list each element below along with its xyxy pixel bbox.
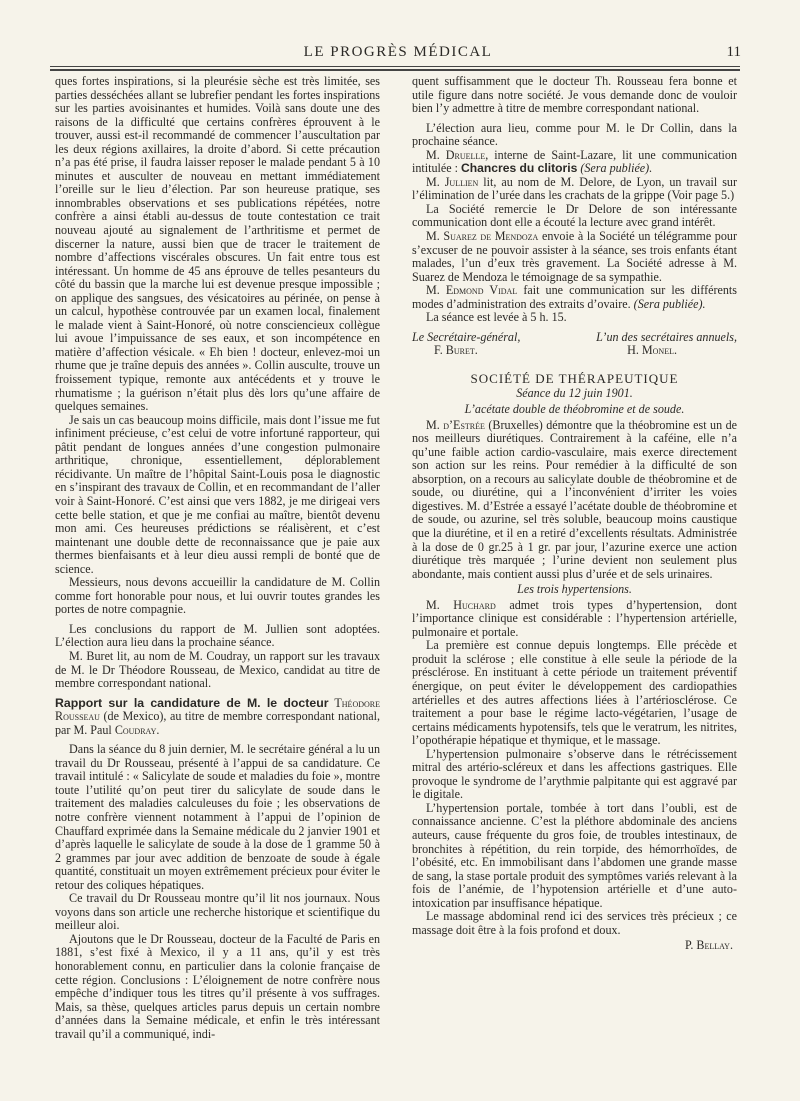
speaker-name: M. Suarez de Mendoza <box>426 229 539 244</box>
paragraph-text: envoie à la Société un télégramme pour s’excuser de ne pouvoir assister à la séance, ses trois enfants étant malades, l’un d’eux très gravement. La Société adresse à M. Suarez de Mendoza le témoignage de sa sympathie. <box>412 229 737 284</box>
signature-role-left: Le Secrétaire-général, <box>412 329 521 344</box>
paragraph <box>412 149 737 176</box>
signature-roles <box>412 325 737 345</box>
publication-note: (Sera publiée). <box>633 296 706 311</box>
paragraph: Messieurs, nous devons accueillir la candidature de M. Collin comme fort honorable pour nous, et lui ouvrir toutes grandes les portes de notre compagnie. <box>55 575 380 617</box>
rapport-candidate: Théodore Rousseau <box>55 695 380 724</box>
paragraph-text: (Bruxelles) démontre que la théobromine est un de nos meilleurs diurétiques. Contrairement à la caféine, elle n’a qu’une faible action cardio-vasculaire, mais exerce directement son action sur les reins. Pour remédier à la difficulté de son absorption, on a recours au salicylate double de théobromine et de soude, ou diurétine, qui a l’inconvénient d’irriter les voies digestives. M. d’Estrée a essayé l’acétate double de théobromine et de soude, ou azurine, sel très soluble, beaucoup moins caustique que la diurétine, et il en a retiré d’excellents résultats. Administrée à la dose de 0 gr.25 à 1 gr. par jour, l’azurine exerce une action diurétique très marquée ; l’urine devient non seulement plus abondante, mais contient aussi plus d’urée et de sels urinaires. <box>412 417 738 581</box>
running-title: LE PROGRÈS MÉDICAL <box>303 44 493 60</box>
rapport-author: Coudray. <box>114 722 160 737</box>
subsection-title: L’acétate double de théobromine et de soude. <box>464 402 685 417</box>
paragraph <box>412 419 737 582</box>
header-rule <box>50 66 740 71</box>
signature-name-right: H. Monel. <box>627 343 677 358</box>
session-closing: La séance est levée à 5 h. 15. <box>426 310 567 325</box>
communication-title: Chancres du clitoris <box>461 161 578 176</box>
paragraph <box>412 230 737 284</box>
paragraph: Les conclusions du rapport de M. Jullien sont adoptées. L’élection aura lieu dans la prochaine séance. <box>55 621 380 650</box>
paragraph: Ce travail du Dr Rousseau montre qu’il lit nos journaux. Nous voyons dans son article une recherche historique et scientifique du meilleur aloi. <box>55 891 380 933</box>
speaker-name: M. Edmond Vidal <box>426 283 518 298</box>
right-column <box>412 75 737 953</box>
paragraph: ques fortes inspirations, si la pleurésie sèche est très limitée, ses parties desséchées allant se lubrefier pendant les fortes inspirations sur les parties avoisinantes et humides. Voilà sans doute une des raisons de la difficulté que certains confrères éprouvent à le trouver, aussi est-il recommandé de commencer l’auscultation par les deux régions axillaires, la droite d’abord. Si cette précaution n’a pas été prise, il faudra laisser reposer le malade pendant 5 à 10 minutes et ausculter de nouveau en mettant immédiatement l’oreille sur le lieu d’élection. Par son heureuse pratique, ses innombrables observations et ses publications répétées, notre confrère a ainsi établi au-dessus de toute contestation ce trait nouveau ajouté au signalement de l’arthritisme et permet de discerner la nature, aussi bien que de tracer le traitement de nombre d’affections viscérales obscures. Un fait entre tous est intéressant. Un homme de 45 ans éprouve de telles pesanteurs du côté du bassin que la marche lui est devenue presque impossible ; on applique des sangsues, des vésicatoires au périnée, on pense à un calcul, hypothèse controuvée par un examen local, finalement le malade vient à Saint-Honoré, où notre consciencieux collègue lui avoue l’impuissance de ses eaux, et son incompétence en matière d’affection vésicale. « Eh bien ! docteur, enlevez-moi un rhume que je traîne depuis des années ». Collin ausculte, trouve un froissement typique, remonte aux antécédents et y trouve le rhumatisme ; la guérison n’était plus dès lors qu’une affaire de quelques semaines. <box>55 74 380 414</box>
section-title: SOCIÉTÉ DE THÉRAPEUTIQUE <box>470 370 679 386</box>
speaker-name: M. Jullien <box>426 174 479 189</box>
signature-name-left: F. Buret. <box>434 343 478 358</box>
paragraph: La première est connue depuis longtemps. Elle précède et produit la sclérose ; elle constitue à elle seule la période de la présclérose. En instituant à cette période un traitement préventif énergique, on peut éviter le développement des cardiopathies artérielles et des autres affections liées à l’artériosclérose. Ce traitement a pour base le régime lacto-végétarien, l’usage de certains médicaments hypotensifs, tels que le veratrum, les nitrites, l’opothérapie hépatique et thymique, et le massage. <box>412 638 737 748</box>
paragraph: La Société remercie le Dr Delore de son intéressante communication dont elle a écouté la lecture avec grand intérêt. <box>412 201 737 230</box>
paragraph: L’élection aura lieu, comme pour M. le Dr Collin, dans la prochaine séance. <box>412 120 737 149</box>
rapport-heading <box>55 697 380 738</box>
signature-role-right: L’un des secrétaires annuels, <box>596 329 737 344</box>
page-number: 11 <box>726 44 741 60</box>
paragraph: L’hypertension pulmonaire s’observe dans le rétrécissement mitral des artério-scléreux et dans les affections gastriques. Elle provoque le syndrome de l’arythmie palpitante qui est aggravé par le digitale. <box>412 746 737 802</box>
signature-names <box>412 344 737 358</box>
subsection-title: Les trois hypertensions. <box>517 582 632 597</box>
paragraph: Dans la séance du 8 juin dernier, M. le secrétaire général a lu un travail du Dr Rousseau, présenté à l’appui de sa candidature. Ce travail intitulé : « Salicylate de soude et maladies du foie », montre toute l’utilité qu’on peut tirer du salicylate de soude dans le traitement des maladies calculeuses du foie ; les observations de notre confrère viennent notamment à l’appui de l’opinion de Chauffard exprimée dans la Semaine médicale du 2 janvier 1901 et d’après laquelle le salicylate de soude à la dose de 1 gramme 50 à 2 grammes par jour avec addition de benzoate de soude à égale quantité, constituait un moyen extrêmement précieux pour éviter le retour des coliques hépatiques. <box>55 742 380 892</box>
paragraph: M. Buret lit, au nom de M. Coudray, un rapport sur les travaux de M. le Dr Théodore Rousseau, de Mexico, candidat au titre de membre correspondant national. <box>55 648 380 691</box>
paragraph: Ajoutons que le Dr Rousseau, docteur de la Faculté de Paris en 1881, s’est fixé à Mexico, il y a 11 ans, qu’il y est très honorablement connu, en particulier dans la colonie française de cette région. Conclusions : L’éloignement de notre confrère nous empêche d’indiquer tous les titres qu’il présente à vos suffrages. Mais, sa thèse, quelques articles parus depuis un certain nombre d’années dans la Semaine médicale, et enfin le très intéressant travail qu’il a communiqué, indi- <box>55 931 380 1041</box>
paragraph: L’hypertension portale, tombée à tort dans l’oubli, est de connaissance ancienne. C’est la pléthore abdominale des anciens auteurs, cause fréquente du gros foie, de troubles intestinaux, de bronchites à répétition, du rein torpide, des hémorrhoïdes, de l’obésité, etc. En immobilisant dans l’abdomen une grande masse de sang, la stase portale produit des symptômes variés relevant à la fois de l’anémie, de l’hypotension artérielle et d’une auto-intoxication par insuffisance hépatique. <box>412 800 737 910</box>
speaker-name: M. Huchard <box>426 597 496 612</box>
session-date: Séance du 12 juin 1901. <box>516 386 633 401</box>
speaker-name: M. d’Estrée <box>426 417 485 432</box>
paragraph <box>412 284 737 311</box>
paragraph: Le massage abdominal rend ici des services très précieux ; ce massage doit être à la fois profond et doux. <box>412 909 737 937</box>
paragraph <box>412 599 737 640</box>
paragraph-text: fait une communication sur les différents modes d’administration des extraits d’ovaire. <box>412 283 737 311</box>
paragraph-text: interne de Saint-Lazare, lit une communication intitulée : <box>412 147 738 176</box>
paragraph-text: lit, au nom de M. Delore, de Lyon, un travail sur l’élimination de l’urée dans les crachats de la grippe (Voir page 5.) <box>412 174 737 203</box>
publication-note: (Sera publiée). <box>580 161 653 176</box>
author-signoff: P. Bellay. <box>684 938 733 953</box>
speaker-name: M. Druelle, <box>426 147 489 162</box>
paragraph: quent suffisamment que le docteur Th. Rousseau fera bonne et utile figure dans notre société. Je vous demande donc de vouloir bien l’y admettre à titre de membre correspondant national. <box>412 74 737 116</box>
paragraph: Je sais un cas beaucoup moins difficile, mais dont l’issue me fut infiniment précieuse, c’est celui de votre infortuné rapporteur, qui pâtit pendant de longues années d’une congestion pulmonaire arthritique, chronique, essentiellement, déplorablement récidivante. Un maître de l’hôpital Saint-Louis posa le diagnostic en s’inspirant des travaux de Collin, et en recommandant de l’aller voir à Saint-Honoré. C’est ainsi que vers 1882, je me dirigeai vers cette belle station, et que je me confiai au maître, bientôt devenu mon ami. Ces heureuses prédictions se réalisèrent, et c’est maintenant une double dette de reconnaissance que je paie aux thermes bienfaisants et à leur dieu aussi rempli de bonté que de science. <box>55 412 380 576</box>
rapport-title: Rapport sur la candidature de M. le docteur <box>55 695 329 710</box>
paragraph <box>412 176 737 203</box>
left-column <box>55 75 380 1041</box>
paragraph-text: admet trois types d’hypertension, dont l’importance clinique est considérable : l’hypertension artérielle, pulmonaire et portale. <box>412 597 737 639</box>
rapport-subtitle: (de Mexico), au titre de membre correspondant national, par M. Paul <box>55 709 380 737</box>
